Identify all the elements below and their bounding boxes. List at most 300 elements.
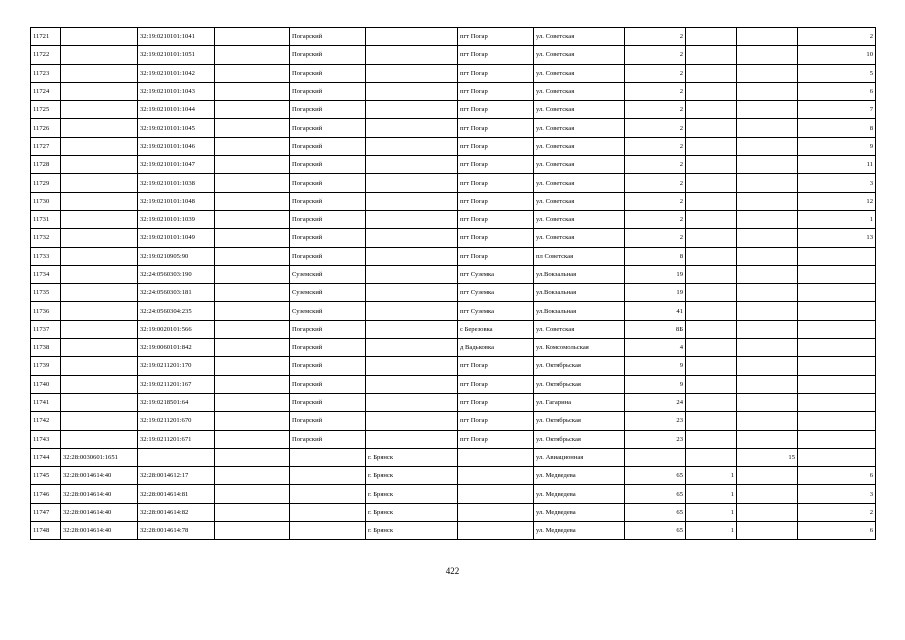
apartment-cell [798,247,876,265]
row-number-cell: 11738 [31,339,61,357]
parent-cadastral-cell [61,284,138,302]
cadastral-number-cell: 32:28:0014614:81 [138,485,215,503]
district-cell: Погарский [290,119,366,137]
row-number-cell: 11748 [31,522,61,540]
apartment-cell: 6 [798,82,876,100]
empty-cell [215,247,290,265]
settlement-cell [458,522,534,540]
house-number-cell: 2 [625,28,686,46]
table-row [31,265,876,283]
city-cell [366,82,458,100]
building-cell [686,302,737,320]
building-cell [686,174,737,192]
district-cell: Погарский [290,320,366,338]
empty-cell [215,265,290,283]
empty-cell [215,302,290,320]
city-cell [366,412,458,430]
page-number: 422 [445,566,460,576]
extra-number-cell [737,101,798,119]
house-number-cell: 2 [625,192,686,210]
extra-number-cell [737,137,798,155]
table-row [31,412,876,430]
parent-cadastral-cell [61,393,138,411]
apartment-cell: 6 [798,522,876,540]
district-cell [290,448,366,466]
extra-number-cell [737,28,798,46]
house-number-cell: 2 [625,229,686,247]
apartment-cell: 2 [798,503,876,521]
empty-cell [215,393,290,411]
cadastral-number-cell: 32:19:0211201:167 [138,375,215,393]
city-cell [366,247,458,265]
building-cell [686,339,737,357]
cadastral-number-cell: 32:19:0210101:1046 [138,137,215,155]
house-number-cell: 9 [625,357,686,375]
street-cell: ул. Советская [534,156,625,174]
extra-number-cell [737,467,798,485]
city-cell [366,101,458,119]
settlement-cell: пгт Погар [458,46,534,64]
city-cell [366,302,458,320]
district-cell [290,503,366,521]
parent-cadastral-cell: 32:28:0014614:40 [61,503,138,521]
extra-number-cell [737,284,798,302]
extra-number-cell [737,485,798,503]
apartment-cell [798,265,876,283]
row-number-cell: 11731 [31,210,61,228]
house-number-cell: 2 [625,156,686,174]
parent-cadastral-cell [61,192,138,210]
street-cell: ул. Советская [534,229,625,247]
district-cell: Суземский [290,302,366,320]
building-cell [686,375,737,393]
settlement-cell: пгт Суземка [458,265,534,283]
cadastral-number-cell: 32:19:0210905:90 [138,247,215,265]
district-cell: Погарский [290,64,366,82]
parent-cadastral-cell: 32:28:0030601:1651 [61,448,138,466]
street-cell: ул. Октябрьская [534,375,625,393]
house-number-cell: 2 [625,64,686,82]
city-cell: г. Брянск [366,448,458,466]
extra-number-cell [737,64,798,82]
row-number-cell: 11726 [31,119,61,137]
extra-number-cell [737,192,798,210]
cadastral-number-cell: 32:19:0210101:1039 [138,210,215,228]
district-cell: Суземский [290,284,366,302]
extra-number-cell [737,119,798,137]
row-number-cell: 11737 [31,320,61,338]
parent-cadastral-cell [61,339,138,357]
apartment-cell: 10 [798,46,876,64]
house-number-cell [625,448,686,466]
street-cell: ул. Советская [534,64,625,82]
empty-cell [215,119,290,137]
city-cell [366,393,458,411]
parent-cadastral-cell [61,210,138,228]
street-cell: ул. Октябрьская [534,357,625,375]
cadastral-number-cell: 32:19:0210101:1045 [138,119,215,137]
street-cell: ул. Медведева [534,503,625,521]
row-number-cell: 11743 [31,430,61,448]
street-cell: ул. Советская [534,174,625,192]
city-cell [366,229,458,247]
cadastral-number-cell: 32:19:0210101:1041 [138,28,215,46]
settlement-cell: пгт Погар [458,137,534,155]
settlement-cell: пгт Суземка [458,302,534,320]
table-row [31,320,876,338]
table-row [31,430,876,448]
empty-cell [215,64,290,82]
table-row [31,101,876,119]
district-cell: Погарский [290,393,366,411]
extra-number-cell [737,265,798,283]
extra-number-cell [737,174,798,192]
parent-cadastral-cell [61,357,138,375]
cadastral-number-cell: 32:19:0210101:1043 [138,82,215,100]
row-number-cell: 11741 [31,393,61,411]
row-number-cell: 11725 [31,101,61,119]
extra-number-cell [737,229,798,247]
building-cell [686,320,737,338]
apartment-cell: 8 [798,119,876,137]
row-number-cell: 11739 [31,357,61,375]
apartment-cell: 5 [798,64,876,82]
city-cell [366,320,458,338]
empty-cell [215,448,290,466]
table-row [31,503,876,521]
settlement-cell: пгт Погар [458,64,534,82]
empty-cell [215,137,290,155]
apartment-cell: 13 [798,229,876,247]
table-row [31,522,876,540]
empty-cell [215,522,290,540]
parent-cadastral-cell [61,247,138,265]
street-cell: ул.Вокзальная [534,265,625,283]
city-cell [366,284,458,302]
table-row [31,28,876,46]
building-cell: 1 [686,503,737,521]
apartment-cell [798,284,876,302]
house-number-cell: 23 [625,430,686,448]
city-cell [366,339,458,357]
house-number-cell: 19 [625,284,686,302]
city-cell: г. Брянск [366,503,458,521]
apartment-cell [798,448,876,466]
settlement-cell: д Вадьковка [458,339,534,357]
city-cell [366,430,458,448]
apartment-cell: 6 [798,467,876,485]
building-cell [686,192,737,210]
house-number-cell: 24 [625,393,686,411]
apartment-cell: 3 [798,485,876,503]
street-cell: ул. Советская [534,101,625,119]
settlement-cell: пгт Суземка [458,284,534,302]
empty-cell [215,467,290,485]
apartment-cell [798,320,876,338]
building-cell [686,210,737,228]
empty-cell [215,82,290,100]
settlement-cell: пгт Погар [458,82,534,100]
house-number-cell: 8Б [625,320,686,338]
city-cell [366,210,458,228]
building-cell [686,28,737,46]
district-cell: Погарский [290,430,366,448]
district-cell: Погарский [290,82,366,100]
district-cell: Погарский [290,28,366,46]
row-number-cell: 11729 [31,174,61,192]
parent-cadastral-cell: 32:28:0014614:40 [61,467,138,485]
parent-cadastral-cell [61,64,138,82]
row-number-cell: 11721 [31,28,61,46]
city-cell [366,357,458,375]
extra-number-cell [737,82,798,100]
cadastral-number-cell: 32:19:0210101:1049 [138,229,215,247]
apartment-cell: 7 [798,101,876,119]
extra-number-cell [737,302,798,320]
city-cell [366,119,458,137]
cadastral-number-cell: 32:28:0014612:17 [138,467,215,485]
building-cell [686,46,737,64]
district-cell: Погарский [290,210,366,228]
settlement-cell: пгт Погар [458,210,534,228]
empty-cell [215,192,290,210]
district-cell: Погарский [290,247,366,265]
apartment-cell [798,393,876,411]
city-cell [366,174,458,192]
cadastral-number-cell: 32:24:0560303:181 [138,284,215,302]
table-row [31,467,876,485]
row-number-cell: 11730 [31,192,61,210]
row-number-cell: 11723 [31,64,61,82]
settlement-cell: пгт Погар [458,28,534,46]
city-cell: г. Брянск [366,485,458,503]
building-cell [686,82,737,100]
city-cell [366,46,458,64]
cadastral-number-cell: 32:28:0014614:78 [138,522,215,540]
cadastral-number-cell: 32:19:0060101:842 [138,339,215,357]
parent-cadastral-cell [61,430,138,448]
table-row [31,64,876,82]
cadastral-number-cell: 32:19:0210101:1047 [138,156,215,174]
house-number-cell: 9 [625,375,686,393]
row-number-cell: 11733 [31,247,61,265]
street-cell: ул. Октябрьская [534,430,625,448]
row-number-cell: 11734 [31,265,61,283]
table-row [31,302,876,320]
cadastral-number-cell: 32:24:0560303:190 [138,265,215,283]
empty-cell [215,357,290,375]
cadastral-number-cell: 32:24:0560304:235 [138,302,215,320]
empty-cell [215,375,290,393]
row-number-cell: 11744 [31,448,61,466]
apartment-cell: 12 [798,192,876,210]
table-row [31,247,876,265]
empty-cell [215,284,290,302]
row-number-cell: 11732 [31,229,61,247]
cadastral-number-cell: 32:19:0218501:64 [138,393,215,411]
street-cell: ул. Советская [534,137,625,155]
street-cell: ул. Гагарина [534,393,625,411]
settlement-cell: пгт Погар [458,229,534,247]
district-cell [290,467,366,485]
building-cell [686,137,737,155]
building-cell [686,357,737,375]
house-number-cell: 65 [625,485,686,503]
house-number-cell: 65 [625,467,686,485]
district-cell: Погарский [290,412,366,430]
apartment-cell [798,357,876,375]
district-cell: Погарский [290,101,366,119]
empty-cell [215,503,290,521]
extra-number-cell [737,375,798,393]
cadastral-number-cell: 32:19:0211201:671 [138,430,215,448]
extra-number-cell [737,247,798,265]
apartment-cell [798,339,876,357]
apartment-cell: 1 [798,210,876,228]
row-number-cell: 11745 [31,467,61,485]
row-number-cell: 11728 [31,156,61,174]
parent-cadastral-cell: 32:28:0014614:40 [61,522,138,540]
parent-cadastral-cell [61,302,138,320]
city-cell [366,64,458,82]
building-cell: 1 [686,467,737,485]
settlement-cell: пгт Погар [458,119,534,137]
table-row [31,339,876,357]
extra-number-cell [737,320,798,338]
street-cell: ул. Советская [534,82,625,100]
table-row [31,192,876,210]
district-cell: Погарский [290,137,366,155]
cadastral-number-cell: 32:19:0210101:1038 [138,174,215,192]
parent-cadastral-cell [61,320,138,338]
district-cell: Погарский [290,46,366,64]
settlement-cell: пгт Погар [458,156,534,174]
house-number-cell: 2 [625,174,686,192]
empty-cell [215,430,290,448]
building-cell [686,119,737,137]
district-cell [290,522,366,540]
house-number-cell: 8 [625,247,686,265]
empty-cell [215,485,290,503]
row-number-cell: 11722 [31,46,61,64]
table-body [31,28,876,540]
row-number-cell: 11735 [31,284,61,302]
table-row [31,119,876,137]
building-cell [686,412,737,430]
extra-number-cell [737,503,798,521]
parent-cadastral-cell [61,82,138,100]
house-number-cell: 65 [625,522,686,540]
apartment-cell [798,302,876,320]
settlement-cell [458,467,534,485]
city-cell [366,156,458,174]
empty-cell [215,412,290,430]
extra-number-cell [737,156,798,174]
settlement-cell: пгт Погар [458,192,534,210]
table-row [31,156,876,174]
cadastral-number-cell: 32:19:0211201:670 [138,412,215,430]
settlement-cell: пгт Погар [458,101,534,119]
parent-cadastral-cell [61,265,138,283]
building-cell [686,64,737,82]
table-row [31,485,876,503]
house-number-cell: 23 [625,412,686,430]
empty-cell [215,101,290,119]
empty-cell [215,28,290,46]
district-cell [290,485,366,503]
cadastral-number-cell: 32:19:0210101:1042 [138,64,215,82]
street-cell: пл Советская [534,247,625,265]
table-row [31,393,876,411]
district-cell: Погарский [290,375,366,393]
row-number-cell: 11724 [31,82,61,100]
extra-number-cell: 15 [737,448,798,466]
house-number-cell: 19 [625,265,686,283]
street-cell: ул. Советская [534,46,625,64]
street-cell: ул. Медведева [534,485,625,503]
cadastral-number-cell: 32:19:0210101:1044 [138,101,215,119]
house-number-cell: 2 [625,46,686,64]
city-cell: г. Брянск [366,522,458,540]
row-number-cell: 11727 [31,137,61,155]
table-row [31,174,876,192]
building-cell [686,430,737,448]
table-row [31,375,876,393]
cadastral-number-cell: 32:19:0020101:566 [138,320,215,338]
settlement-cell [458,485,534,503]
extra-number-cell [737,430,798,448]
apartment-cell [798,430,876,448]
city-cell: г. Брянск [366,467,458,485]
street-cell: ул. Советская [534,192,625,210]
table-row [31,229,876,247]
parent-cadastral-cell [61,137,138,155]
house-number-cell: 41 [625,302,686,320]
settlement-cell: с Березовка [458,320,534,338]
parent-cadastral-cell [61,46,138,64]
empty-cell [215,174,290,192]
parent-cadastral-cell [61,28,138,46]
cadastral-number-cell: 32:19:0210101:1048 [138,192,215,210]
parent-cadastral-cell: 32:28:0014614:40 [61,485,138,503]
street-cell: ул. Советская [534,320,625,338]
district-cell: Погарский [290,339,366,357]
street-cell: ул. Авиационная [534,448,625,466]
building-cell [686,247,737,265]
extra-number-cell [737,522,798,540]
extra-number-cell [737,210,798,228]
city-cell [366,137,458,155]
house-number-cell: 65 [625,503,686,521]
building-cell: 1 [686,522,737,540]
district-cell: Погарский [290,192,366,210]
empty-cell [215,229,290,247]
street-cell: ул. Октябрьская [534,412,625,430]
street-cell: ул. Советская [534,119,625,137]
street-cell: ул.Вокзальная [534,284,625,302]
parent-cadastral-cell [61,156,138,174]
table-row [31,137,876,155]
street-cell: ул. Советская [534,210,625,228]
parent-cadastral-cell [61,101,138,119]
parent-cadastral-cell [61,229,138,247]
cadastral-number-cell [138,448,215,466]
building-cell [686,448,737,466]
empty-cell [215,339,290,357]
house-number-cell: 4 [625,339,686,357]
apartment-cell [798,375,876,393]
empty-cell [215,320,290,338]
